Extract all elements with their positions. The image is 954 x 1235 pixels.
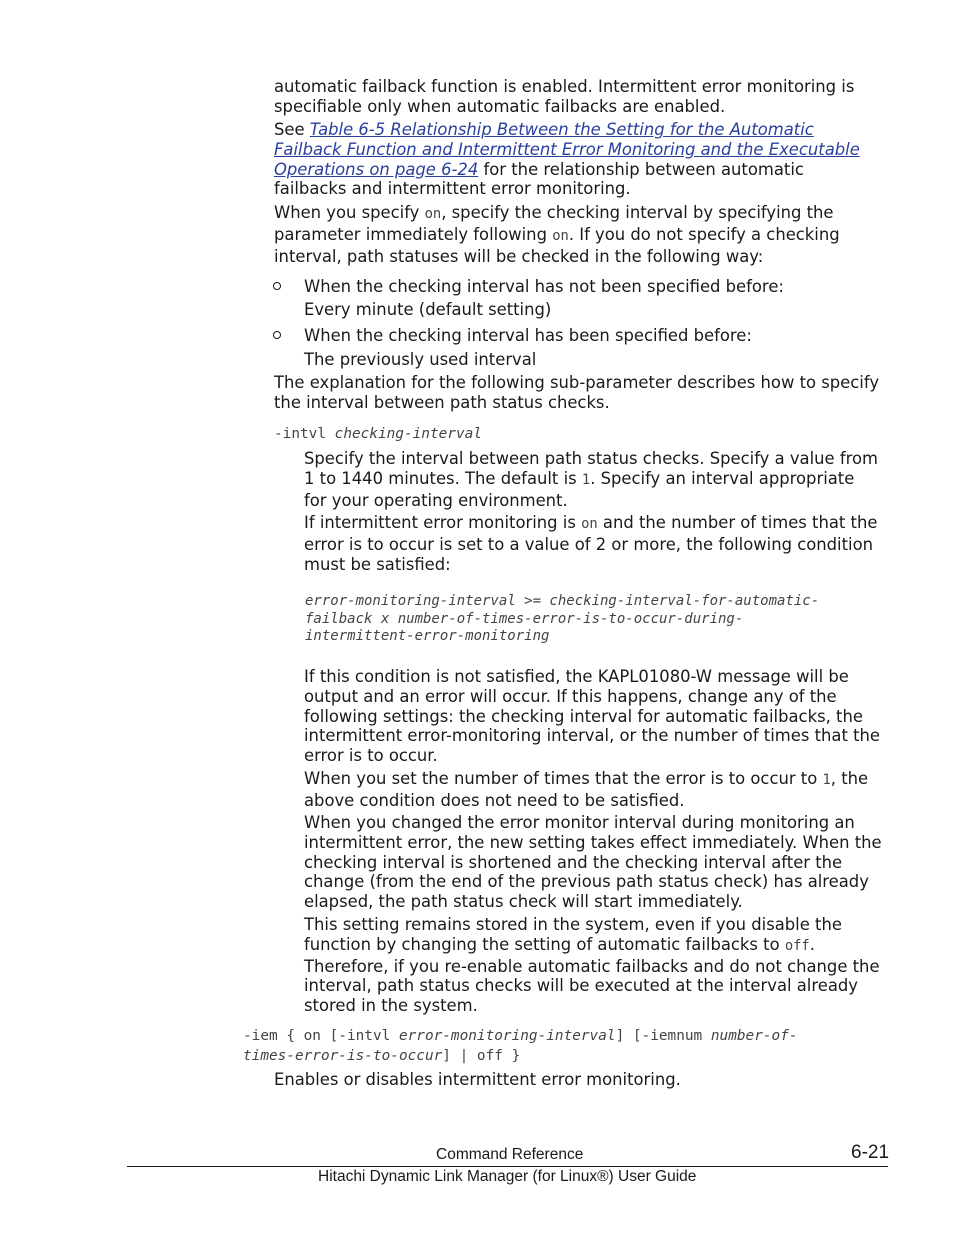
inline-code: 1 (581, 471, 591, 488)
footer-guide-title: Hitachi Dynamic Link Manager (for Linux®) User Guide (318, 1168, 697, 1185)
intvl-parameter-syntax: -intvl checking-interval (274, 426, 482, 442)
inline-code: on (581, 516, 598, 532)
condition-formula: error-monitoring-interval >= checking-interval-for-automatic- failback x number-of-times-error-is-to-occur-during- intermittent-error-monitoring (305, 593, 820, 644)
inline-code: on (552, 227, 569, 244)
body-paragraph: automatic failback function is enabled. Intermittent error monitoring is specifiable only when automatic failbacks are enabled. (274, 77, 855, 116)
page-number: 6-21 (851, 1142, 890, 1163)
bullet-item: When the checking interval has not been specified before: (304, 277, 784, 296)
body-paragraph: Enables or disables intermittent error monitoring. (274, 1070, 681, 1089)
table-6-5-link[interactable]: Table 6-5 Relationship Between the Setting for the Automatic (309, 120, 814, 139)
body-paragraph: This setting remains stored in the system, even if you disable the function by changing the setting of automatic failbacks to off. Therefore, if you re-enable automatic failbacks and do not change the interval, path status checks will be executed at the interval already stored in the system. (304, 915, 880, 1016)
body-paragraph: Specify the interval between path status checks. Specify a value from 1 to 1440 minutes. The default is 1. Specify an interval appropriate for your operating environment. (304, 449, 878, 510)
table-6-5-link-page[interactable]: Operations on page 6-24 (274, 159, 479, 179)
body-paragraph: If this condition is not satisfied, the KAPL01080-W message will be output and an error will occur. If this happens, change any of the following settings: the checking interval for automatic failbacks, the intermittent error-monitoring interval, or the number of times that the error is to occur. (304, 667, 880, 766)
bullet-circle-icon (273, 282, 281, 290)
iem-parameter-syntax: -iem { on [-intvl error-monitoring-interval] [-iemnum number-of- times-error-is-to-occur] | off } (243, 1028, 798, 1064)
body-paragraph: When you changed the error monitor interval during monitoring an intermittent error, the new setting takes effect immediately. When the checking interval is shortened and the checking interval after the change (from the end of the previous path status check) has already elapsed, the path status check will start immediately. (304, 813, 882, 912)
cross-reference-paragraph: See Table 6-5 Relationship Between the Setting for the Automatic Failback Function and Intermittent Error Monitoring and the Executable Operations on page 6-24 for the relationship between automatic failbacks and intermittent error monitoring. (274, 120, 860, 199)
inline-code: 1 (822, 772, 831, 788)
inline-code: off (784, 937, 810, 954)
body-paragraph: When you set the number of times that the error is to occur to 1, the above condition does not need to be satisfied. (304, 769, 869, 810)
bullet-sub-item: Every minute (default setting) (304, 300, 552, 319)
bullet-item: When the checking interval has been specified before: (304, 326, 752, 345)
inline-code: on (424, 206, 442, 222)
body-paragraph: The explanation for the following sub-parameter describes how to specify the interval between path status checks. (274, 373, 880, 412)
body-paragraph: If intermittent error monitoring is on and the number of times that the error is to occur is set to a value of 2 or more, the following condition must be satisfied: (304, 513, 878, 574)
bullet-sub-item: The previously used interval (304, 350, 537, 369)
table-6-5-link-cont[interactable]: Failback Function and Intermittent Error Monitoring and the Executable (274, 139, 860, 159)
footer-divider (127, 1166, 888, 1167)
footer-section-title: Command Reference (436, 1146, 584, 1163)
bullet-circle-icon (273, 331, 281, 339)
body-paragraph: When you specify on, specify the checking interval by specifying the parameter immediately following on. If you do not specify a checking interval, path statuses will be checked in the following way: (274, 203, 840, 266)
